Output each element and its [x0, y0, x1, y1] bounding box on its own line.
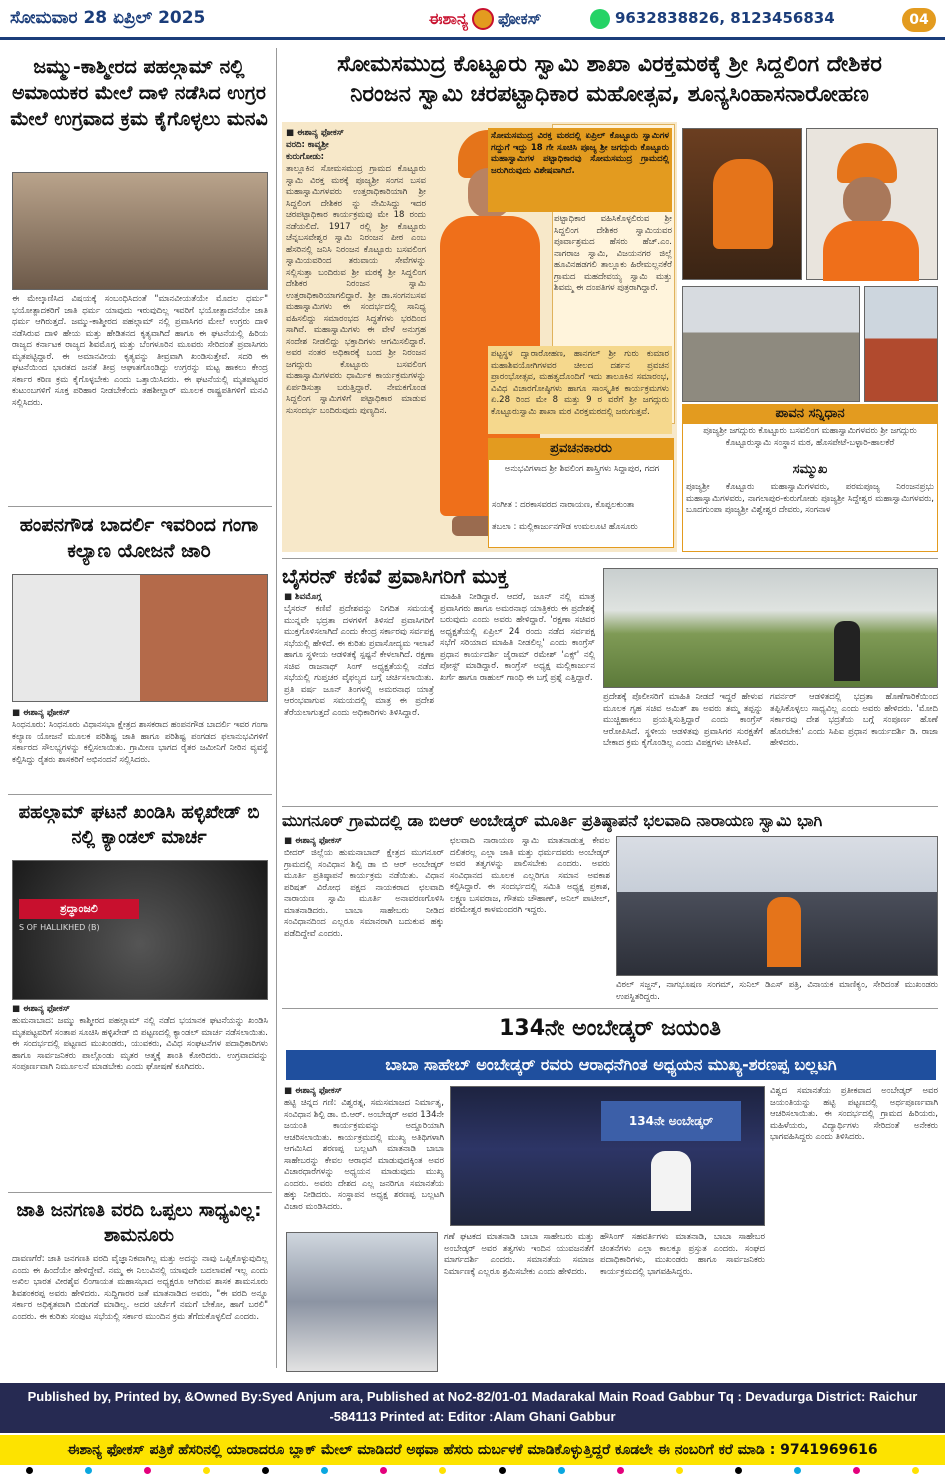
story-body: ಬೀದರ್ ಜಿಲ್ಲೆಯ ಹುಮನಾಬಾದ್ ಕ್ಷೇತ್ರದ ಮುಗನೂರ್ ಗ್ರಾಮದಲ್ಲಿ ಸಂವಿಧಾನ ಶಿಲ್ಪಿ ಡಾ ಬಿ ಆರ್ ಅಂಬೇಡ್ಕರ್ ಮೂರ್ತಿ ಪ್ರತಿಷ್ಠಾಪನೆ ಕಾರ್ಯಕ್ರಮ ನಡೆಯಿತು. ವಿಧಾನ ಪರಿಷತ್ ವಿರೋಧ ಪಕ್ಷದ ನಾಯಕರಾದ ಛಲವಾದಿ ನಾರಾಯಣ ಸ್ವಾಮಿ ಮೂರ್ತಿ ಅನಾವರಣಗೊಳಿಸಿ ಮಾತನಾಡಿದರು. ಬಾಬಾ ಸಾಹೇಬರು ನೀಡಿದ ಸಂವಿಧಾನದಿಂದ ಎಲ್ಲರೂ ಸಮಾನರಾಗಿ ಬದುಕುವ ಹಕ್ಕು ಪಡೆದಿದ್ದೇವೆ ಎಂದರು. — [284, 848, 444, 939]
framed-portrait-photo — [682, 128, 802, 280]
event-info-2: ಪಟ್ಟಾಧಿಕಾರ ವಹಿಸಿಕೊಳ್ಳಲಿರುವ ಶ್ರೀ ಸಿದ್ದಲಿಂಗ ದೇಶಿಕರ ಸ್ವಾಮಿಯವರ ಪೂರ್ವಾಶ್ರಮದ ಹೆಸರು ಹೆಚ್.ಎಂ. ನಾಗರಾಜ ಸ್ವಾಮಿ, ವಿಜಯನಗರ ಜಿಲ್ಲೆ ಹೂವಿನಹಡಗಲಿ ತಾಲ್ಲೂಕು ಹಿರೇಮಲ್ಲನಕೆರೆ ಗ್ರಾಮದ ಮಹದೇವಯ್ಯ ಸ್ವಾಮಿ ಮತ್ತು ಶಿವಮ್ಮ ಈ ದಂಪತಿಗಳ ಪುತ್ರರಾಗಿದ್ದಾರೆ. — [554, 214, 672, 293]
event-info-1: ಸೋಮಸಮುದ್ರ ವಿರಕ್ತ ಮಠದಲ್ಲಿ ಏಪ್ರಿಲ್ ಕೊಟ್ಟೂರು ಸ್ವಾಮಿಗಳ ಗದ್ದುಗೆ ಇದ್ದು 18 ಗೇ ಸೂಚಿಸಿ ಪೂಜ್ಯ ಶ್ರೀ ಜಗದ್ಗುರು ಕೊಟ್ಟೂರು ಮಹಾಸ್ವಾಮಿಗಳ ಪಟ್ಟಾಧಿಕಾರವು ಸೋಮಸಮುದ್ರ ಗ್ರಾಮದಲ್ಲಿ ಜರುಗಿರುವುದು ವಿಶೇಷವಾಗಿದೆ. — [488, 128, 672, 212]
lead-headline-line2: ನಿರಂಜನ ಸ್ವಾಮಿ ಚರಪಟ್ಟಾಧಿಕಾರ ಮಹೋತ್ಸವ, ಶೂನ್ಯಸಿಂಹಾಸನಾರೋಹಣ — [350, 82, 869, 107]
story-body: ಈ ಮೇಲ್ಕಾಣಿಸಿದ ವಿಷಯಕ್ಕೆ ಸಂಬಂಧಿಸಿದಂತೆ "ಮಾನವೀಯತೆಯೇ ಮೊದಲ ಧರ್ಮ" ಭಯೋತ್ಪಾದಕರಿಗೆ ಜಾತಿ ಧರ್ಮ ಯಾವುದು ಇರುವುದಿಲ್ಲ ಇವರಿಗೆ ಭಯೋತ್ಪಾದನೆಯೇ ಜಾತಿ ಧರ್ಮ ಆಗಿರುತ್ತದೆ. ಜಮ್ಮು-ಕಾಶ್ಮೀರದ ಪಹಲ್ಗಾಮ್ ನಲ್ಲಿ ಪ್ರವಾಸಿಗರ ಮೇಲೆ ಉಗ್ರರು ದಾಳಿ ನಡೆಸಿರುವ ದಾಳಿ ಹೇಯ ಮತ್ತು ಹೇಡಿತನದ ಕೃತ್ಯವಾಗಿದೆ ಹಾಗೂ ಈ ಘಟನೆಯಲ್ಲಿ ಹಿರಿಯ ರಾಜ್ಯದ ಕರ್ನಾಟಕ ರಾಜ್ಯದ ಶಿವಮೊಗ್ಗ ಮತ್ತು ಬೆಂಗಳೂರಿನ ಮೂವರು ಸೇರಿದಂತೆ ಪ್ರವಾಸಿಗರು ಮೃತಪಟ್ಟಿದ್ದಾರೆ. ಈ ಅಮಾನವೀಯ ಕೃತ್ಯವನ್ನು ತೀವ್ರವಾಗಿ ಖಂಡಿಸುತ್ತೇವೆ. ಸದರಿ ಈ ಘಟನೆಯಿಂದ ಭಾರತದ ಜನತೆ ತೀವ್ರ ಆಘಾತಗೊಂಡಿದ್ದು ಉಗ್ರರನ್ನು ಮಟ್ಟ ಹಾಕಲು ಕೇಂದ್ರ ಸರ್ಕಾರ ಕಠಿಣ ಕ್ರಮ ಕೈಗೊಳ್ಳಬೇಕು ಎಂದು ಒತ್ತಾಯಿಸಿದರು. ಈ ಘಟನೆಯಲ್ಲಿ ಮೃತಪಟ್ಟವರ ಕುಟುಂಬಗಳಿಗೆ ಸೂಕ್ತ ಪರಿಹಾರ ನೀಡಬೇಕೆಂದು ತಹಶೀಲ್ದಾರ್ ಮೂಲಕ ರಾಷ್ಟ್ರಪತಿಗಳಿಗೆ ಮನವಿ ಸಲ್ಲಿಸಿದರು. — [12, 294, 268, 408]
story-body: ಮಾಹಿತಿ ನೀಡಿದ್ದಾರೆ. ಆದರೆ, ಜೂನ್ ನಲ್ಲಿ ಮಾತ್ರ ಪ್ರವಾಸಿಗರು ಹಾಗೂ ಅಮರನಾಥ ಯಾತ್ರಿಕರು ಈ ಪ್ರದೇಶಕ್ಕೆ ಬರುವುದು ಎಂದು ಅವರು ಹೇಳಿದ್ದಾರೆ. 'ರಕ್ಷಣಾ ಸಚಿವರ ಅಧ್ಯಕ್ಷತೆಯಲ್ಲಿ ಏಪ್ರಿಲ್ 24 ರಂದು ನಡೆದ ಸರ್ವಪಕ್ಷ ಸಭೆಗೆ ಸರಿಯಾದ ಮಾಹಿತಿ ನೀಡಲಿಲ್ಲ' ಎಂದು ಕಾಂಗ್ರೆಸ್ ಪ್ರಧಾನ ಕಾರ್ಯದರ್ಶಿ ಜೈರಾಮ್ ರಮೇಶ್ 'ಎಕ್ಸ್' ನಲ್ಲಿ ಪೋಸ್ಟ್ ಮಾಡಿದ್ದಾರೆ. ಕಾಂಗ್ರೆಸ್ ಅಧ್ಯಕ್ಷ ಮಲ್ಲಿಕಾರ್ಜುನ ಖರ್ಗೆ ಹಾಗೂ ರಾಹುಲ್ ಗಾಂಧಿ ಈ ಬಗ್ಗೆ ಪ್ರಶ್ನೆ ಎತ್ತಿದ್ದಾರೆ. — [440, 592, 595, 683]
byline: ■ ಈಶಾನ್ಯ ಫೋಕಸ್ — [286, 128, 344, 138]
divider — [8, 1192, 272, 1193]
story-headline: ಪಹಲ್ಗಾಮ್ ಘಟನೆ ಖಂಡಿಸಿ ಹಳ್ಳಿಖೇಡ್ ಬಿ ನಲ್ಲಿ ಕ್ಯಾಂಡಲ್ ಮಾರ್ಚ — [18, 802, 260, 848]
story-subhead: ಬಾಬಾ ಸಾಹೇಬ್ ಅಂಬೇಡ್ಕರ್ ರವರು ಆರಾಧನೆಗಿಂತ ಅಧ್ಯಯನ ಮುಖ್ಯ-ಶರಣಪ್ಪ ಬಲ್ಲಟಗಿ — [286, 1050, 936, 1080]
stage-banner: 134ನೇ ಅಂಬೇಡ್ಕರ್ — [601, 1101, 741, 1141]
page-number: 04 — [902, 8, 936, 32]
lead-headline — [282, 50, 937, 110]
sammukha-line: ಪೂಜ್ಯಶ್ರೀ ಕೊಟ್ಟೂರು ಮಹಾಸ್ವಾಮಿಗಳವರು, ಪರಮಪೂಜ್ಯ ನಿರಂಜನಪ್ರಭು ಮಹಾಸ್ವಾಮಿಗಳವರು, ನಾಗಲಾಪುರ-ಕುರುಗೋಡು ಪೂಜ್ಯಶ್ರೀ ಸಿದ್ದೇಶ್ವರ ಮಹಾಸ್ವಾಮಿಗಳವರು, ಬೂದಗುಂಪಾ ಪೂಜ್ಯಶ್ರೀ ವಿಶ್ವೇಶ್ವರ ದೇವರು, ಸಂಗನಾಳ — [686, 482, 934, 515]
photo-banner: ಶ್ರದ್ಧಾಂಜಲಿ — [19, 899, 139, 919]
story-body: ದಾವಣಗೆರೆ: ಜಾತಿ ಜನಗಣತಿ ವರದಿ ವೈಜ್ಞಾನಿಕವಾಗಿಲ್ಲ ಮತ್ತು ಅದನ್ನು ನಾವು ಒಪ್ಪಿಕೊಳ್ಳುವುದಿಲ್ಲ ಎಂದು ಈ ಹಿಂದೆಯೇ ಹೇಳಿದ್ದೇವೆ. ನಮ್ಮ ಈ ನಿಲುವಿನಲ್ಲಿ ಯಾವುದೇ ಬದಲಾವಣೆ ಇಲ್ಲ ಎಂದು ಅಖಿಲ ಭಾರತ ವೀರಶೈವ ಲಿಂಗಾಯತ ಮಹಾಸಭಾದ ಅಧ್ಯಕ್ಷರೂ ಆಗಿರುವ ಶಾಸಕ ಶಾಮನೂರು ಶಿವಶಂಕರಪ್ಪ ಅವರು ಹೇಳಿದರು. ಸುದ್ದಿಗಾರರ ಜತೆ ಮಾತನಾಡಿದ ಅವರು, "ಈ ವರದಿ ಅನ್ನೂ ಸರ್ಕಾರ ಅಧಿಕೃತವಾಗಿ ಬಿಡುಗಡೆ ಮಾಡಿಲ್ಲ. ಅದರ ಚರ್ಚೆಗೆ ನಮಗೆ ಬೇಕೋ, ಹಾಗೆ ಬರಲಿ" ಎಂದರು. ಈ ಕುರಿತು ಸಂಪುಟ ಸಭೆಯಲ್ಲಿ ಸರ್ಕಾರ ಮುಂದಿನ ಕ್ರಮ ತೆಗೆದುಕೊಳ್ಳಲಿದೆ ಎಂದರು. — [12, 1254, 268, 1322]
warning-footer: ಈಶಾನ್ಯ ಫೋಕಸ್ ಪತ್ರಿಕೆ ಹೆಸರಿನಲ್ಲಿ ಯಾರಾದರೂ ಬ್ಲಾಕ್ ಮೇಲ್ ಮಾಡಿದರೆ ಅಥವಾ ಹೆಸರು ದುರ್ಬಳಕೆ ಮಾಡಿಕೊಳ್ಳುತ್ತಿದ್ದರೆ ಕೂಡಲೇ ಈ ನಂಬರಿಗೆ ಕರೆ ಮಾಡಿ : 9741969616 — [0, 1435, 945, 1465]
valley-photo — [603, 568, 938, 688]
story-headline: ಹಂಪನಗೌಡ ಬಾದರ್ಲಿ ಇವರಿಂದ ಗಂಗಾ ಕಲ್ಯಾಣ ಯೋಜನೆ ಜಾರಿ — [19, 514, 259, 562]
masthead-right: ಫೋಕಸ್ — [498, 9, 542, 28]
byline: ■ ಈಶಾನ್ಯ ಫೋಕಸ್ — [12, 708, 70, 718]
event-photo — [616, 836, 938, 976]
divider — [282, 1008, 938, 1009]
story-body: ಸಿಂಧನೂರು: ಸಿಂಧನೂರು ವಿಧಾನಸಭಾ ಕ್ಷೇತ್ರದ ಶಾಸಕರಾದ ಹಂಪನಗೌಡ ಬಾದರ್ಲಿ ಇವರ ಗಂಗಾ ಕಲ್ಯಾಣ ಯೋಜನೆ ಮೂಲಕ ಪರಿಶಿಷ್ಟ ಜಾತಿ ಹಾಗೂ ಪರಿಶಿಷ್ಟ ಪಂಗಡದ ಫಲಾನುಭವಿಗಳಿಗೆ ಸರ್ಕಾರದ ಸೌಲಭ್ಯಗಳನ್ನು ಕಲ್ಪಿಸಲಾಯಿತು. ಗ್ರಾಮೀಣ ಭಾಗದ ರೈತರ ಜಮೀನಿಗೆ ನೀರಿನ ವ್ಯವಸ್ಥೆ ಕಲ್ಪಿಸಿದ್ದು ರೈತರು ಶಾಸಕರಿಗೆ ಅಭಿನಂದನೆ ಸಲ್ಲಿಸಿದರು. — [12, 720, 268, 765]
temple-photo — [682, 286, 860, 402]
emblem-icon — [472, 8, 494, 30]
story-body: ಗಣೆ ಘಟಕದ ಮಾತನಾಡಿ ಬಾಬಾ ಸಾಹೇಬರು ಮತ್ತು ಅಂಬೇಡ್ಕರ್ ಅವರ ತತ್ವಗಳು ಇಂದಿನ ಯುವಜನತೆಗೆ ಮಾರ್ಗದರ್ಶಿ ಎಂದರು. ಸಮಾನತೆಯ ಸಮಾಜ ನಿರ್ಮಾಣಕ್ಕೆ ಎಲ್ಲರೂ ಶ್ರಮಿಸಬೇಕು ಎಂದು ಹೇಳಿದರು. — [444, 1232, 594, 1277]
news-photo — [12, 172, 268, 290]
story-body: ಹಟ್ಟಿ ಚಿನ್ನದ ಗಣಿ: ವಿಶ್ವರತ್ನ, ಸಮಸಮಾಜದ ನಿರ್ಮಾತೃ, ಸಂವಿಧಾನ ಶಿಲ್ಪಿ ಡಾ. ಬಿ.ಆರ್. ಅಂಬೇಡ್ಕರ್ ಅವರ 134ನೇ ಜಯಂತಿ ಕಾರ್ಯಕ್ರಮವನ್ನು ಅದ್ದೂರಿಯಾಗಿ ಆಚರಿಸಲಾಯಿತು. ಕಾರ್ಯಕ್ರಮದಲ್ಲಿ ಮುಖ್ಯ ಅತಿಥಿಗಳಾಗಿ ಆಗಮಿಸಿದ ಶರಣಪ್ಪ ಬಲ್ಲಟಗಿ ಮಾತನಾಡಿ ಬಾಬಾ ಸಾಹೇಬರನ್ನು ಕೇವಲ ಆರಾಧನೆ ಮಾಡುವುದಕ್ಕಿಂತ ಅವರ ವಿಚಾರಧಾರೆಗಳನ್ನು ಅಧ್ಯಯನ ಮಾಡುವುದು ಮುಖ್ಯ ಎಂದರು. ಅವರು ದೇಶದ ಎಲ್ಲ ಜನರಿಗೂ ಸಮಾನತೆಯ ಹಕ್ಕು ನೀಡಿದರು. ಸಂಸ್ಥಾಪನ ಅಧ್ಯಕ್ಷ ಶರಣಪ್ಪ ಬಲ್ಲಟಗಿ ವಿಚಾರ ಮಂಡಿಸಿದರು. — [284, 1098, 444, 1212]
dateline: ವರದಿ: ಕಾವ್ಯಶ್ರೀ ಕುರುಗೋಡು: — [286, 140, 329, 162]
photo-banner-sub: S OF HALLIKHED (B) — [19, 923, 100, 932]
masthead-logo — [385, 4, 585, 34]
registration-marks — [0, 1466, 945, 1475]
masthead-left: ಈಶಾನ್ಯ — [428, 9, 469, 28]
story-body: ವಿಠಲ್ ಸಜ್ಜನ್, ನಾಗಭೂಷಣ ಸಂಗಮ್, ಸುನಿಲ್ ಡಿಎಸ್ ಪತ್ರಿ, ವಿನಾಯಕ ಮಾಣಿಕ್ಯಂ, ಸೇರಿದಂತೆ ಮುಖಂಡರು ಉಪಸ್ಥಿತರಿದ್ದರು. — [616, 980, 938, 1002]
procession-photo — [864, 286, 938, 402]
divider — [8, 794, 272, 795]
pavana-title: ಪಾವನ ಸನ್ನಿಧಾನ — [682, 404, 938, 424]
story-headline: ಬೈಸರನ್ ಕಣಿವೆ ಪ್ರವಾಸಿಗರಿಗೆ ಮುಕ್ತ — [282, 564, 509, 588]
contact-phone: 9632838826, 8123456834 — [615, 9, 835, 27]
story-body: ಬೈಸರನ್ ಕಣಿವೆ ಪ್ರದೇಶವನ್ನು ನಿಗದಿತ ಸಮಯಕ್ಕೆ ಮುನ್ನವೇ ಭದ್ರತಾ ದಳಗಳಿಗೆ ತಿಳಿಸದೆ ಪ್ರವಾಸಿಗರಿಗೆ ಮುಕ್ತಗೊಳಿಸಲಾಗಿದೆ ಎಂದು ಕೇಂದ್ರ ಸರ್ಕಾರವು ಸರ್ವಪಕ್ಷ ಸಭೆಯಲ್ಲಿ ಹೇಳಿದೆ. ಈ ಕುರಿತು ಪ್ರವಾಸೋದ್ಯಮ ಇಲಾಖೆ ಹಾಗೂ ಸ್ಥಳೀಯ ಆಡಳಿತಕ್ಕೆ ಸ್ಪಷ್ಟನೆ ಕೇಳಲಾಗಿದೆ. ರಕ್ಷಣಾ ಸಚಿವ ರಾಜನಾಥ್ ಸಿಂಗ್ ಅಧ್ಯಕ್ಷತೆಯಲ್ಲಿ ನಡೆದ ಸಭೆಯಲ್ಲಿ ಗುಪ್ತಚರ ವೈಫಲ್ಯದ ಬಗ್ಗೆ ಚರ್ಚಿಸಲಾಯಿತು. ಪ್ರತಿ ವರ್ಷ ಜೂನ್ ತಿಂಗಳಲ್ಲಿ ಅಮರನಾಥ ಯಾತ್ರೆ ಆರಂಭವಾಗುವ ಸಮಯದಲ್ಲಿ ಮಾತ್ರ ಈ ಪ್ರದೇಶ ತೆರೆಯಲಾಗುತ್ತದೆ ಎಂದು ಅಧಿಕಾರಿಗಳು ತಿಳಿಸಿದ್ದಾರೆ. — [284, 604, 434, 718]
story-headline: ಮುಗನೂರ್ ಗ್ರಾಮದಲ್ಲಿ ಡಾ ಬಿಆರ್ ಅಂಬೇಡ್ಕರ್ ಮೂರ್ತಿ ಪ್ರತಿಷ್ಠಾಪನೆ ಭಲವಾದಿ ನಾರಾಯಣ ಸ್ವಾಮಿ ಭಾಗಿ — [282, 811, 823, 830]
rally-photo — [286, 1232, 438, 1372]
byline: ■ ಈಶಾನ್ಯ ಫೋಕಸ್ — [284, 836, 342, 846]
story-body: ಗವರ್ನರ್ ಆಡಳಿತದಲ್ಲಿ ಭದ್ರತಾ ಹೊಣೆಗಾರಿಕೆಯಿಂದ ತಪ್ಪಿಸಿಕೊಳ್ಳಲು ಸಾಧ್ಯವಿಲ್ಲ ಎಂದು ಅವರು ಹೇಳಿದರು. 'ಮೋದಿ ಸರ್ಕಾರವು ದೇಶ ಭದ್ರತೆಯ ಬಗ್ಗೆ ಸಂಪೂರ್ಣ ಹೊಣೆ ಹೊರಬೇಕು' ಎಂದು ಸಿಪಿಐ ಪ್ರಧಾನ ಕಾರ್ಯದರ್ಶಿ ಡಿ. ರಾಜಾ ಹೇಳಿದರು. — [770, 692, 938, 748]
jayanti-stage-photo — [450, 1086, 765, 1226]
event-info-3: ಪಟ್ಟಸ್ಥಳ ದ್ವಾರಾರೋಹಣ, ಹಾನಗಲ್ ಶ್ರೀ ಗುರು ಕುಮಾರ ಮಹಾಶಿವಯೋಗಿಗಳವರ ಚೀಲದ ದರ್ಶನ ಪ್ರವಚನ ಪ್ರಾರಂಭೋತ್ಸವ, ಮಹತ್ವದೊಂದಿಗೆ ಇದು ತಾಲೂಕಿನ ಸಮಾರಂಭ, ವಿವಿಧ ವಿಚಾರಗೋಷ್ಠಿಗಳು ಹಾಗೂ ಸಾಂಸ್ಕೃತಿಕ ಕಾರ್ಯಕ್ರಮಗಳು ಏ.28 ರಿಂದ ಮೇ 8 ಮತ್ತು 9 ರ ವರೆಗೆ ಶ್ರೀ ಜಗದ್ಗುರು ಕೊಟ್ಟೂರುಸ್ವಾಮಿ ಶಾಖಾ ಮಠ ವಿರಕ್ತಮಠದಲ್ಲಿ ಜರುಗುತ್ತವೆ. — [488, 346, 672, 434]
sammukha-title: ಸಮ್ಮುಖ — [792, 462, 828, 477]
story-headline: 134ನೇ ಅಂಬೇಡ್ಕರ್ ಜಯಂತಿ — [499, 1016, 721, 1041]
news-photo — [12, 574, 268, 702]
story-body: ಪ್ರದೇಶಕ್ಕೆ ಪೊಲೀಸರಿಗೆ ಮಾಹಿತಿ ನೀಡದೆ ಇದ್ದರೆ ಹೇಳುವ ಮೂಲಕ ಗೃಹ ಸಚಿವ ಅಮಿತ್ ಶಾ ಅವರು ತಮ್ಮ ತಪ್ಪನ್ನು ಮುಚ್ಚಿಹಾಕಲು ಪ್ರಯತ್ನಿಸುತ್ತಿದ್ದಾರೆ ಎಂದು ಕಾಂಗ್ರೆಸ್ ಆರೋಪಿಸಿದೆ. ಸ್ಥಳೀಯ ಆಡಳಿತವು ಪ್ರವಾಸಿಗರ ಸುರಕ್ಷತೆಗೆ ಬೇಕಾದ ಕ್ರಮ ಕೈಗೊಂಡಿಲ್ಲ ಎಂದು ವಿಪಕ್ಷಗಳು ಟೀಕಿಸಿವೆ. — [603, 692, 763, 748]
story-body: ಛಲವಾದಿ ನಾರಾಯಣ ಸ್ವಾಮಿ ಮಾತನಾಡುತ್ತ ಕೇವಲ ದಲಿತರಲ್ಲ ಎಲ್ಲಾ ಜಾತಿ ಮತ್ತು ಧರ್ಮದವರು ಅಂಬೇಡ್ಕರ್ ಅವರ ತತ್ವಗಳನ್ನು ಪಾಲಿಸಬೇಕು ಎಂದರು. ಅವರು ಸಂವಿಧಾನದ ಮೂಲಕ ಎಲ್ಲರಿಗೂ ಸಮಾನ ಅವಕಾಶ ಕಲ್ಪಿಸಿದ್ದಾರೆ. ಈ ಸಂದರ್ಭದಲ್ಲಿ ಸಮಿತಿ ಅಧ್ಯಕ್ಷ ಪ್ರಕಾಶ, ಲಕ್ಷ್ಮಣ ಬಸವರಾಜ, ಗೌತಮ ಚೌಹಾಣ್, ಅನಿಲ್ ಪಾಟೀಲ್, ಪರಮೇಶ್ವರ ಕಾಳಮಂದರಗಿ ಇದ್ದರು. — [450, 836, 610, 915]
swami-portrait-photo — [806, 128, 938, 280]
sangeeta-line: ಸಂಗೀತ : ದರಕಾಸವರದ ನಾರಾಯಣ, ಕೊಪ್ಪಲಕುಂತಾ — [492, 500, 635, 510]
pravachana-line: ಅನುಭವಿಗಳಾದ ಶ್ರೀ ಶಿವಲಿಂಗ ಶಾಸ್ತ್ರಿಗಳು ಸಿದ್ದಾಪುರ, ಗದಗ — [504, 464, 660, 474]
lead-headline-line1: ಸೋಮಸಮುದ್ರ ಕೊಟ್ಟೂರು ಸ್ವಾಮಿ ಶಾಖಾ ವಿರಕ್ತಮಠಕ್ಕೆ ಶ್ರೀ ಸಿದ್ದಲಿಂಗ ದೇಶಿಕರ — [337, 52, 882, 77]
story-body: ಹೌಸಿಂಗ್ ಸಹವರ್ತಿಗಳು ಮಾತನಾಡಿ, ಬಾಬಾ ಸಾಹೇಬರ ಚಿಂತನೆಗಳು ಎಲ್ಲಾ ಕಾಲಕ್ಕೂ ಪ್ರಸ್ತುತ ಎಂದರು. ಸಂಘದ ಪದಾಧಿಕಾರಿಗಳು, ಮುಖಂಡರು ಹಾಗೂ ಸಾರ್ವಜನಿಕರು ಕಾರ್ಯಕ್ರಮದಲ್ಲಿ ಭಾಗವಹಿಸಿದ್ದರು. — [600, 1232, 765, 1277]
column-divider — [276, 48, 277, 1368]
story-body: ಹುಮನಾಬಾದ: ಜಮ್ಮು ಕಾಶ್ಮೀರದ ಪಹಲ್ಗಾಮ್ ನಲ್ಲಿ ನಡೆದ ಭಯಾನಕ ಘಟನೆಯನ್ನು ಖಂಡಿಸಿ ಮೃತಪಟ್ಟವರಿಗೆ ಸಂತಾಪ ಸೂಚಿಸಿ ಹಳ್ಳಿಖೇಡ್ ಬಿ ಪಟ್ಟಣದಲ್ಲಿ ಕ್ಯಾಂಡಲ್ ಮಾರ್ಚ ನಡೆಸಲಾಯಿತು. ಈ ಸಂದರ್ಭದಲ್ಲಿ ಪಟ್ಟಣದ ಮುಖಂಡರು, ಯುವಕರು, ವಿವಿಧ ಸಂಘಟನೆಗಳ ಪದಾಧಿಕಾರಿಗಳು ಹಾಗೂ ಸಾರ್ವಜನಿಕರು ಪಾಲ್ಗೊಂಡು ಮೃತರ ಆತ್ಮಕ್ಕೆ ಶಾಂತಿ ಕೋರಿದರು. ಉಗ್ರವಾದವನ್ನು ಸಂಪೂರ್ಣವಾಗಿ ನಿರ್ಮೂಲನೆ ಮಾಡಬೇಕು ಎಂದು ಘೋಷಣೆ ಕೂಗಿದರು. — [12, 1016, 268, 1072]
divider — [8, 506, 272, 507]
lead-body: ತಾಲ್ಲೂಕಿನ ಸೋಮಸಮುದ್ರ ಗ್ರಾಮದ ಕೊಟ್ಟೂರು ಸ್ವಾಮಿ ವಿರಕ್ತ ಮಠಕ್ಕೆ ಪೂಜ್ಯಶ್ರೀ ಸಂಗನ ಬಸವ ಮಹಾಸ್ವಾಮಿಗಳವರು ಉತ್ತರಾಧಿಕಾರಿಯಾಗಿ ಶ್ರೀ ಸಿದ್ದಲಿಂಗ ದೇಶಿಕರ ನ್ನು ನೇಮಿಸಿದ್ದು ಇದರ ಚರಪಟ್ಟಾಧಿಕಾರ ಕಾರ್ಯಕ್ರಮವು ಮೇ 18 ರಂದು ನಡೆಯಲಿದೆ. 1917 ರಲ್ಲಿ ಶ್ರೀ ಕೊಟ್ಟೂರು ಚೆನ್ನಬಸವೇಶ್ವರ ಸ್ವಾಮಿ ನಿರಂಜನ ಪೀಠ ಎಂಬ ಹೆಸರಿನಲ್ಲಿ ಜನಿಸಿ ನಿರಂಜನ ಕೊಟ್ಟೂರು ಬಸವಲಿಂಗ ಸ್ವಾಮಿಯವರಿಂದ ತರುವಾಯ ಸೇವೆಗಳನ್ನು ಸಲ್ಲಿಸುತ್ತಾ ಬಂದಿರುವ ಶ್ರೀ ಮಠಕ್ಕೆ ಶ್ರೀ ಸಿದ್ದಲಿಂಗ ದೇಶಿಕರ ನಿರಂಜನ ಸ್ವಾಮಿ ಉತ್ತರಾಧಿಕಾರಿಯಾಗಲಿದ್ದಾರೆ. ಶ್ರೀ ಡಾ.ಸಂಗನಬಸವ ಮಹಾಸ್ವಾಮಿಗಳು ಈ ಸಂದರ್ಭದಲ್ಲಿ ಸಾನಿಧ್ಯ ವಹಿಸಲಿದ್ದು ಸಮಾರಂಭದ ಸಿದ್ಧತೆಗಳು ಭರದಿಂದ ಸಾಗಿವೆ. ಮಹಾಸ್ವಾಮಿಗಳು ಈ ವೇಳೆ ಅನುಗ್ರಹ ಸಂದೇಶ ನೀಡಲಿದ್ದು ಭಕ್ತಾದಿಗಳು ಆಗಮಿಸಲಿದ್ದಾರೆ. ಅವರ ನಂತರ ಅಧಿಕಾರಕ್ಕೆ ಬಂದ ಶ್ರೀ ನಿರಂಜನ ಜಗದ್ಗುರು ಕೊಟ್ಟೂರು ಬಸವಲಿಂಗ ಮಹಾಸ್ವಾಮಿಗಳವರು ಧಾರ್ಮಿಕ ಕಾರ್ಯಕ್ರಮಗಳನ್ನು ಏರ್ಪಡಿಸುತ್ತಾ ಬರುತ್ತಿದ್ದಾರೆ. ನೇಮಕಗೊಂಡ ಸಿದ್ದಲಿಂಗ ಸ್ವಾಮಿಗಳಿಗೆ ಪಟ್ಟಾಧಿಕಾರ ಮಾಡುವ ಸುಸಂದರ್ಭ ಬಂದಿರುವುದು ಪುಣ್ಯದಿನ. — [286, 164, 426, 416]
pavana-line: ಪೂಜ್ಯಶ್ರೀ ಜಗದ್ಗುರು ಕೊಟ್ಟೂರು ಬಸವಲಿಂಗ ಮಹಾಸ್ವಾಮಿಗಳವರು ಶ್ರೀ ಜಗದ್ಗುರು ಕೊಟ್ಟೂರುಸ್ವಾಮಿ ಸಂಸ್ಥಾನ ಮಠ, ಹೊಸಪೇಟೆ-ಬಳ್ಳಾರಿ-ಹಾಲಕೆರೆ — [703, 426, 917, 448]
imprint-footer: Published by, Printed by, &Owned By:Syed Anjum ara, Published at No2-82/01-01 Madarakal Main Road Gabbur Tq : Devadurga District: Raichur -584113 Printed at: Editor :Alam Ghani Gabbur — [0, 1383, 945, 1433]
story-headline: ಜಾತಿ ಜನಗಣತಿ ವರದಿ ಒಪ್ಪಲು ಸಾಧ್ಯವಿಲ್ಲ: ಶಾಮನೂರು — [16, 1200, 262, 1246]
story-body: ವಿಶ್ವದ ಸಮಾನತೆಯ ಪ್ರತೀಕವಾದ ಅಂಬೇಡ್ಕರ್ ಅವರ ಜಯಂತಿಯನ್ನು ಹಟ್ಟಿ ಪಟ್ಟಣದಲ್ಲಿ ಅರ್ಥಪೂರ್ಣವಾಗಿ ಆಚರಿಸಲಾಯಿತು. ಈ ಸಂದರ್ಭದಲ್ಲಿ ಗ್ರಾಮದ ಹಿರಿಯರು, ಮಹಿಳೆಯರು, ವಿದ್ಯಾರ್ಥಿಗಳು ಸೇರಿದಂತೆ ಅನೇಕರು ಭಾಗವಹಿಸಿದ್ದರು ಎಂದು ತಿಳಿಸಿದರು. — [770, 1086, 938, 1142]
news-photo — [12, 860, 268, 1000]
tabla-line: ತಬಲಾ : ಮಲ್ಲಿಕಾರ್ಜುನಗೌಡ ಉಮಲೂಟಿ ಹೊಸೂರು — [492, 522, 638, 532]
byline: ■ ಈಶಾನ್ಯ ಫೋಕಸ್ — [284, 1086, 342, 1096]
divider — [282, 806, 938, 807]
story-headline: ಜಮ್ಮು-ಕಾಶ್ಮೀರದ ಪಹಲ್ಗಾಮ್ ನಲ್ಲಿ ಅಮಾಯಕರ ಮೇಲೆ ದಾಳಿ ನಡೆಸಿದ ಉಗ್ರರ ಮೇಲೆ ಉಗ್ರವಾದ ಕ್ರಮ ಕೈಗೊಳ್ಳಲು ಮನವಿ — [10, 56, 268, 130]
byline: ■ ಈಶಾನ್ಯ ಫೋಕಸ್ — [12, 1004, 70, 1014]
divider — [282, 558, 938, 559]
issue-date: ಸೋಮವಾರ 28 ಏಪ್ರಿಲ್ 2025 — [10, 8, 206, 28]
dateline: ■ ಶಿವಮೊಗ್ಗ — [284, 592, 322, 602]
pravachana-title: ಪ್ರವಚನಕಾರರು — [488, 438, 674, 460]
whatsapp-icon — [590, 9, 610, 29]
